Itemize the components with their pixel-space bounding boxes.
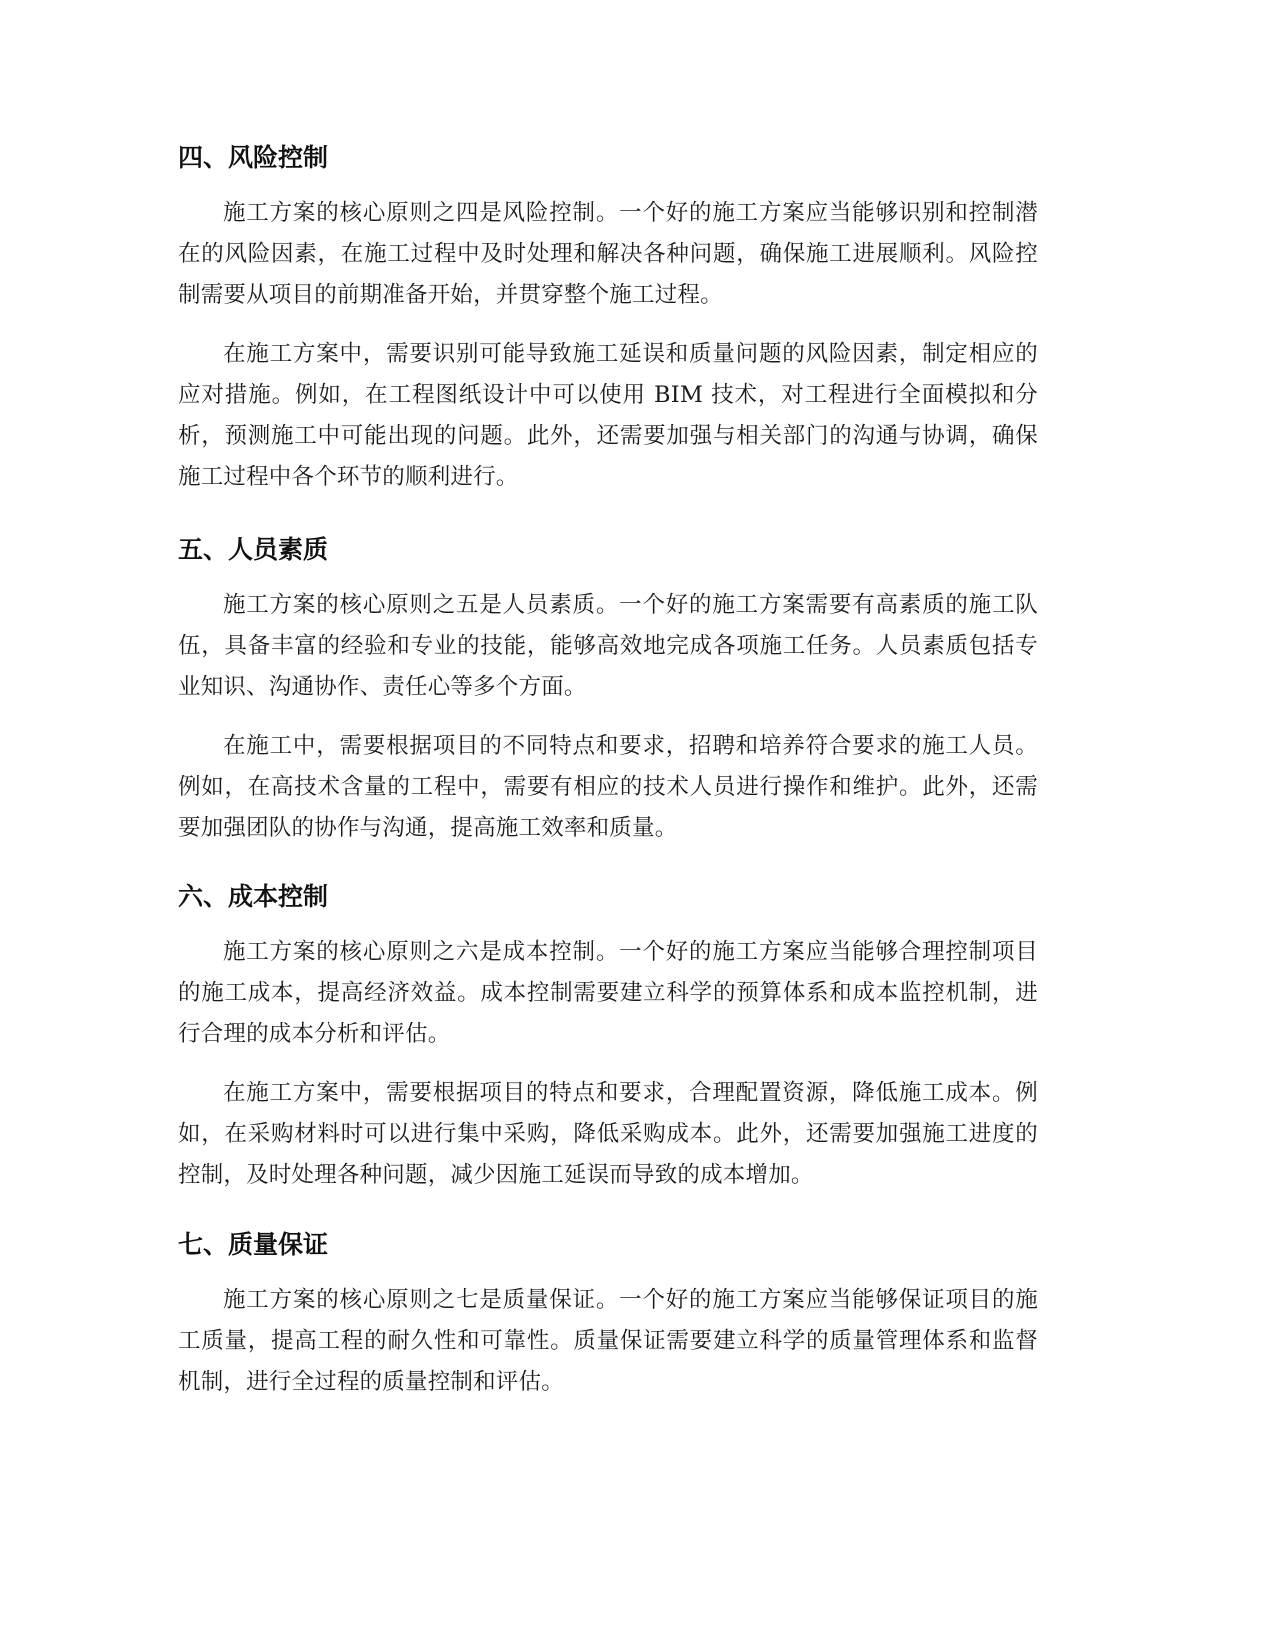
- section-heading: 七、质量保证: [178, 1230, 329, 1259]
- paragraph: 施工方案的核心原则之四是风险控制。一个好的施工方案应当能够识别和控制潜在的风险因素，在施工过程中及时处理和解决各种问题，确保施工进展顺利。风险控制需要从项目的前期准备开始，并贯穿整个施工过程。: [178, 200, 1038, 308]
- section-heading: 五、人员素质: [178, 535, 329, 564]
- section-personnel-quality: [178, 535, 1038, 849]
- paragraph: 施工方案的核心原则之六是成本控制。一个好的施工方案应当能够合理控制项目的施工成本，提高经济效益。成本控制需要建立科学的预算体系和成本监控机制，进行合理的成本分析和评估。: [178, 939, 1038, 1047]
- paragraph: 施工方案的核心原则之五是人员素质。一个好的施工方案需要有高素质的施工队伍，具备丰富的经验和专业的技能，能够高效地完成各项施工任务。人员素质包括专业知识、沟通协作、责任心等多个方面。: [178, 592, 1038, 700]
- section-heading: 四、风险控制: [178, 143, 329, 172]
- section-quality-assurance: [178, 1230, 1038, 1403]
- section-risk-control: [178, 143, 1038, 498]
- paragraph: 在施工方案中，需要根据项目的特点和要求，合理配置资源，降低施工成本。例如，在采购材料时可以进行集中采购，降低采购成本。此外，还需要加强施工进度的控制，及时处理各种问题，减少因施工延误而导致的成本增加。: [178, 1080, 1038, 1188]
- paragraph: 在施工方案中，需要识别可能导致施工延误和质量问题的风险因素，制定相应的应对措施。例如，在工程图纸设计中可以使用 BIM 技术，对工程进行全面模拟和分析，预测施工中可能出现的问题。此外，还需要加强与相关部门的沟通与协调，确保施工过程中各个环节的顺利进行。: [178, 341, 1038, 490]
- paragraph: 施工方案的核心原则之七是质量保证。一个好的施工方案应当能够保证项目的施工质量，提高工程的耐久性和可靠性。质量保证需要建立科学的质量管理体系和监督机制，进行全过程的质量控制和评估。: [178, 1287, 1038, 1395]
- section-cost-control: [178, 882, 1038, 1196]
- paragraph: 在施工中，需要根据项目的不同特点和要求，招聘和培养符合要求的施工人员。例如，在高技术含量的工程中，需要有相应的技术人员进行操作和维护。此外，还需要加强团队的协作与沟通，提高施工效率和质量。: [178, 733, 1038, 841]
- section-heading: 六、成本控制: [178, 882, 329, 911]
